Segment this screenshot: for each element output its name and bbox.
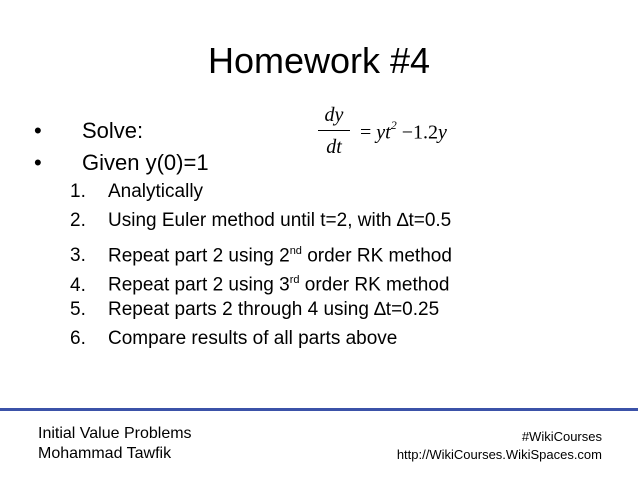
- equals-sign: =: [360, 121, 372, 144]
- list-item: [70, 328, 452, 357]
- ordinal-suffix: rd: [289, 274, 300, 287]
- item-number: 2.: [70, 210, 86, 232]
- bullet-text: Given y(0)=1: [82, 150, 209, 175]
- coefficient: 1.2: [413, 121, 438, 144]
- bullet-marker: •: [34, 150, 42, 175]
- fraction-numerator: dy: [324, 104, 344, 126]
- list-item: [70, 240, 452, 269]
- ordinal-suffix: nd: [289, 244, 302, 257]
- item-text: Repeat part 2 using 3: [108, 274, 290, 296]
- website-url: http://WikiCourses.WikiSpaces.com: [396, 447, 602, 462]
- differential-equation: [316, 104, 476, 164]
- bullet-marker: •: [34, 118, 42, 143]
- item-text-rest: order RK method: [299, 274, 450, 296]
- list-item: [70, 181, 452, 210]
- variable-y: y: [438, 121, 447, 144]
- item-text-rest: order RK method: [301, 245, 452, 267]
- item-number: 6.: [70, 327, 86, 349]
- footer-divider: [0, 408, 638, 411]
- list-item: [70, 269, 452, 298]
- term-yt: yt: [376, 121, 391, 144]
- footer-right: [397, 428, 602, 464]
- minus-sign: −: [401, 121, 413, 144]
- slide-title: Homework #4: [207, 40, 431, 81]
- course-title: Initial Value Problems: [38, 425, 192, 442]
- author-name: Mohammad Tawfik: [38, 445, 172, 462]
- item-text: Analytically: [108, 181, 204, 202]
- item-number: 4.: [70, 274, 86, 296]
- hashtag: #WikiCourses: [521, 429, 602, 444]
- bullet-given: [34, 150, 209, 176]
- item-text: Using Euler method until t=2, with ∆t=0.5: [108, 210, 452, 232]
- item-text: Compare results of all parts above: [108, 327, 398, 349]
- item-number: 1.: [70, 181, 86, 202]
- bullet-text: Solve:: [82, 118, 144, 143]
- exponent: 2: [390, 118, 397, 132]
- item-text: Repeat parts 2 through 4 using ∆t=0.25: [108, 298, 440, 320]
- numbered-list: [70, 181, 452, 357]
- list-item: [70, 299, 452, 328]
- fraction-bar: [318, 130, 350, 131]
- fraction-denominator: dt: [326, 136, 342, 158]
- equation-rhs: [360, 120, 447, 145]
- bullet-solve: [34, 118, 143, 144]
- footer-left: [38, 424, 192, 464]
- item-number: 3.: [70, 245, 86, 267]
- item-number: 5.: [70, 298, 86, 320]
- list-item: [70, 210, 452, 239]
- item-text: Repeat part 2 using 2: [108, 245, 290, 267]
